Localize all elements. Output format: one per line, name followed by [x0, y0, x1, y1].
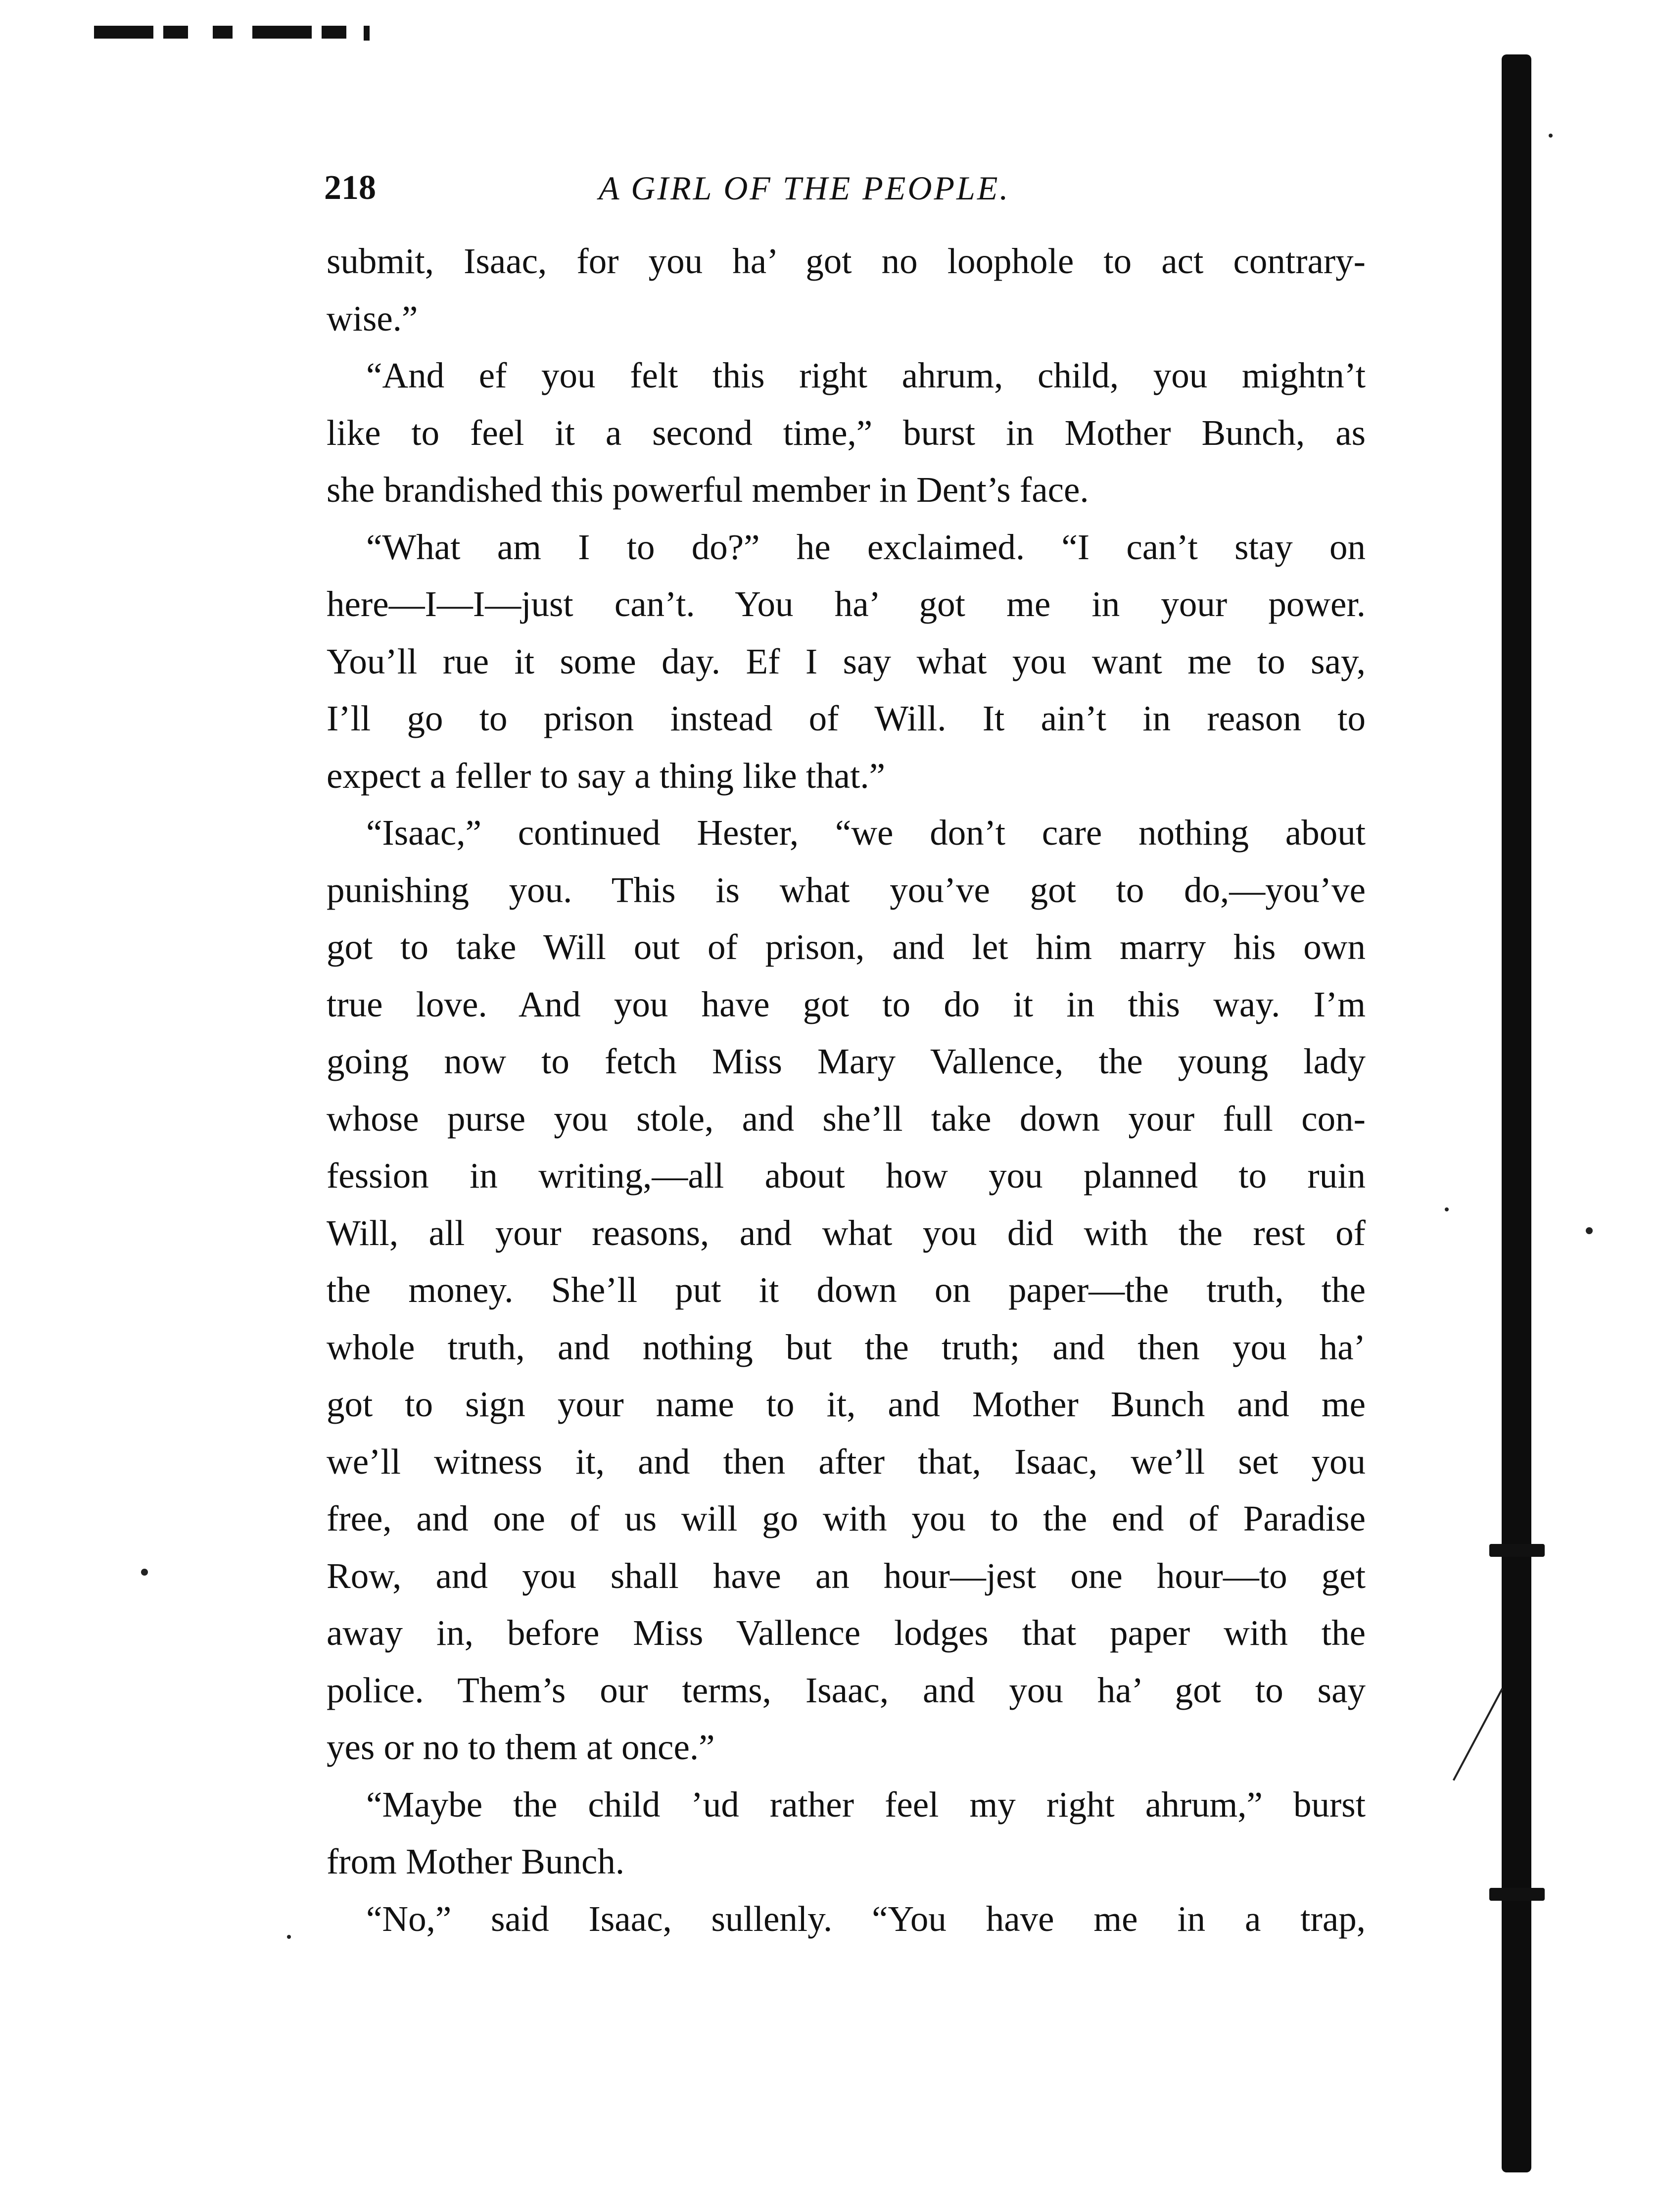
scan-edge-artifact	[94, 26, 371, 39]
scan-speck	[1586, 1227, 1593, 1234]
text-line: from Mother Bunch.	[327, 1841, 625, 1881]
text-line: she brandished this powerful member in Dent’s face.	[327, 470, 1089, 510]
page-header	[324, 158, 1413, 218]
page-number: 218	[324, 169, 376, 207]
scan-edge-artifact	[364, 26, 370, 41]
text-line: here—I—I—just can’t. You ha’ got me in your power.	[327, 584, 1366, 624]
body-text	[327, 233, 1366, 1947]
text-line: “Isaac,” continued Hester, “we don’t care nothing about	[366, 813, 1366, 853]
binding-shadow	[1502, 54, 1531, 2172]
text-line: got to sign your name to it, and Mother Bunch and me	[327, 1384, 1366, 1424]
text-line: we’ll witness it, and then after that, Isaac, we’ll set you	[327, 1441, 1366, 1482]
text-line: away in, before Miss Vallence lodges that paper with the	[327, 1613, 1366, 1653]
scan-speck	[1549, 134, 1553, 138]
text-line: police. Them’s our terms, Isaac, and you ha’ got to say	[327, 1670, 1366, 1710]
text-line: “And ef you felt this right ahrum, child, you mightn’t	[366, 355, 1366, 395]
text-line: You’ll rue it some day. Ef I say what you want me to say,	[327, 641, 1366, 681]
text-line: wise.”	[327, 298, 418, 338]
running-title: A GIRL OF THE PEOPLE.	[599, 169, 1010, 207]
scan-speck	[287, 1935, 291, 1939]
scan-speck	[141, 1569, 148, 1576]
text-line: yes or no to them at once.”	[327, 1727, 715, 1767]
text-line: whose purse you stole, and she’ll take down your full con-	[327, 1098, 1366, 1139]
text-line: submit, Isaac, for you ha’ got no loophole to act contrary-	[327, 241, 1366, 281]
text-line: expect a feller to say a thing like that.”	[327, 755, 886, 796]
text-line: free, and one of us will go with you to the end of Paradise	[327, 1498, 1366, 1539]
text-line: “What am I to do?” he exclaimed. “I can’t stay on	[366, 527, 1366, 567]
text-line: whole truth, and nothing but the truth; and then you ha’	[327, 1327, 1366, 1367]
scan-speck	[1445, 1207, 1449, 1211]
scan-scratch	[1453, 1688, 1503, 1780]
text-line: like to feel it a second time,” burst in Mother Bunch, as	[327, 412, 1366, 453]
binding-clip	[1489, 1888, 1545, 1901]
text-line: I’ll go to prison instead of Will. It ain’t in reason to	[327, 698, 1366, 738]
text-line: true love. And you have got to do it in this way. I’m	[327, 984, 1366, 1024]
text-line: “No,” said Isaac, sullenly. “You have me in a trap,	[366, 1898, 1366, 1939]
text-line: the money. She’ll put it down on paper—the truth, the	[327, 1270, 1366, 1310]
text-line: “Maybe the child ’ud rather feel my right ahrum,” burst	[366, 1784, 1366, 1825]
binding-clip	[1489, 1544, 1545, 1557]
text-line: got to take Will out of prison, and let him marry his own	[327, 927, 1366, 967]
text-line: fession in writing,—all about how you planned to ruin	[327, 1155, 1366, 1196]
text-line: Row, and you shall have an hour—jest one hour—to get	[327, 1555, 1366, 1596]
text-line: Will, all your reasons, and what you did with the rest of	[327, 1212, 1366, 1253]
text-line: going now to fetch Miss Mary Vallence, the young lady	[327, 1041, 1366, 1081]
text-line: punishing you. This is what you’ve got to do,—you’ve	[327, 869, 1366, 910]
